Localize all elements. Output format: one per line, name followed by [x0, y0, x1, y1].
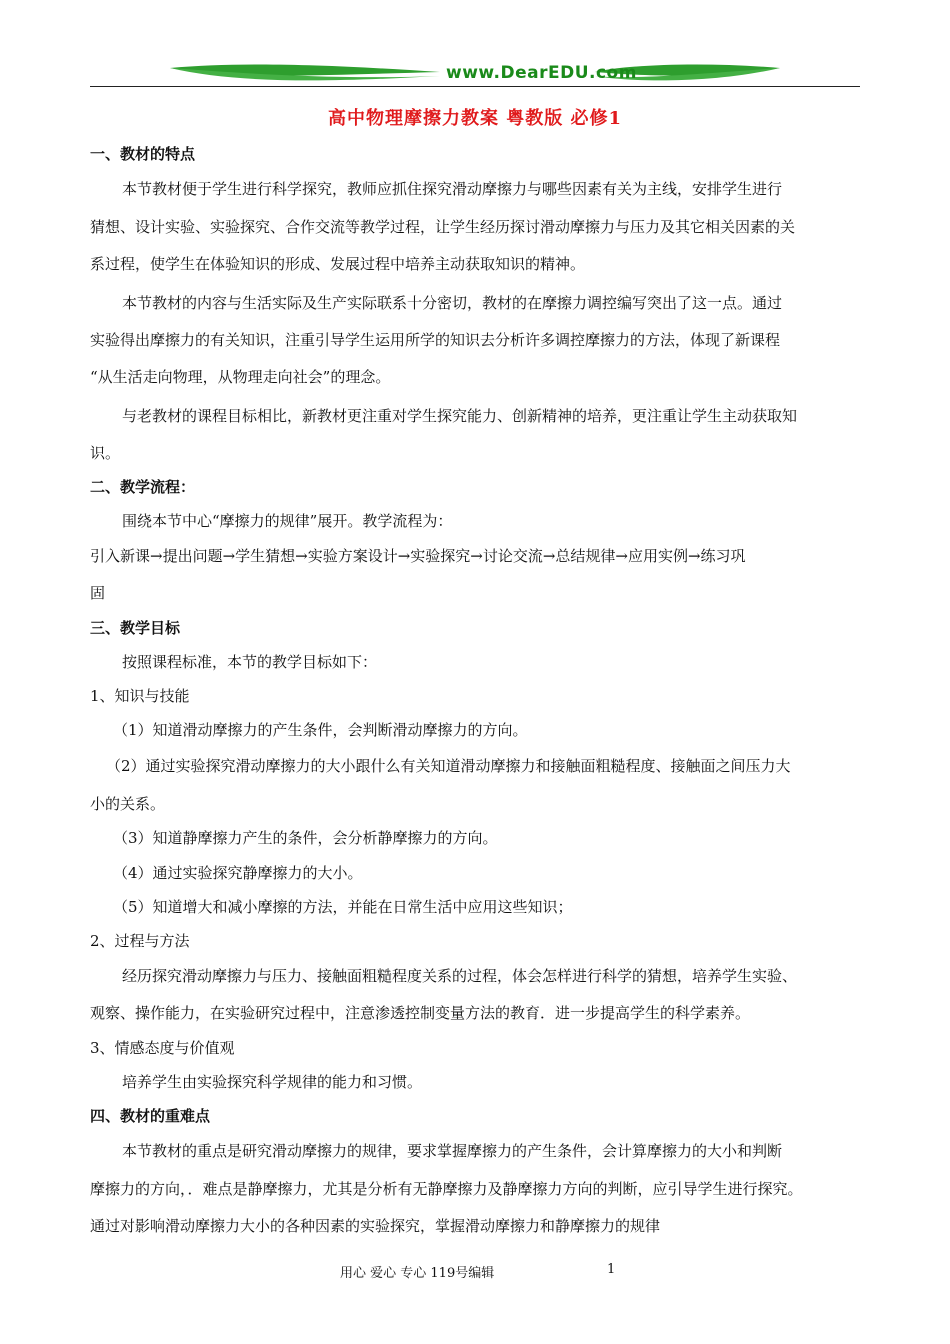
- paragraph-line: 按照课程标准，本节的教学目标如下：: [122, 653, 378, 671]
- footer-text: 用心 爱心 专心 119号编辑: [340, 1266, 495, 1281]
- paragraph-line: 经历探究滑动摩擦力与压力、接触面粗糙程度关系的过程，体会怎样进行科学的猜想，培养学生实验、: [122, 967, 798, 985]
- page-title: 高中物理摩擦力教案 粤教版 必修1: [327, 108, 623, 129]
- paragraph-line: 摩擦力的方向，．难点是静摩擦力，尤其是分析有无静摩擦力及静摩擦力方向的判断，应引导学生进行探究。: [90, 1180, 803, 1198]
- paragraph-line: 识。: [90, 444, 121, 462]
- section-heading: 四、教材的重难点: [90, 1107, 211, 1125]
- section-heading: 三、教学目标: [90, 619, 181, 637]
- list-item: （1）知道滑动摩擦力的产生条件，会判断滑动摩擦力的方向。: [113, 721, 528, 739]
- list-item: （4）通过实验探究静摩擦力的大小。: [113, 864, 363, 882]
- paragraph-line: 与老教材的课程目标相比，新教材更注重对学生探究能力、创新精神的培养，更注重让学生主动获取知: [122, 407, 798, 425]
- flow-line: 引入新课→提出问题→学生猜想→实验方案设计→实验探究→讨论交流→总结规律→应用实例→练习巩: [90, 547, 746, 565]
- flow-line: 固: [90, 584, 106, 602]
- paragraph-line: 实验得出摩擦力的有关知识，注重引导学生运用所学的知识去分析许多调控摩擦力的方法，体现了新课程: [90, 331, 781, 349]
- paragraph-line: 本节教材的内容与生活实际及生产实际联系十分密切，教材的在摩擦力调控编写突出了这一点。通过: [122, 294, 783, 312]
- subheading: 3、情感态度与价值观: [90, 1039, 235, 1057]
- paragraph-line: 系过程，使学生在体验知识的形成、发展过程中培养主动获取知识的精神。: [90, 255, 586, 273]
- header-rule: [90, 86, 860, 87]
- subheading: 2、过程与方法: [90, 932, 190, 950]
- site-logo-text: www.DearEDU.com: [446, 63, 637, 83]
- page-number: 1: [607, 1262, 616, 1277]
- list-item: （2）通过实验探究滑动摩擦力的大小跟什么有关知道滑动摩擦力和接触面粗糙程度、接触面之间压力大: [106, 757, 791, 775]
- section-heading: 二、教学流程：: [90, 478, 196, 496]
- paragraph-line: 猜想、设计实验、实验探究、合作交流等教学过程，让学生经历探讨滑动摩擦力与压力及其它相关因素的关: [90, 218, 796, 236]
- paragraph-line: 围绕本节中心“摩擦力的规律”展开。教学流程为：: [122, 512, 453, 530]
- paragraph-line: 培养学生由实验探究科学规律的能力和习惯。: [122, 1073, 423, 1091]
- section-heading: 一、教材的特点: [90, 145, 196, 163]
- list-item: （3）知道静摩擦力产生的条件，会分析静摩擦力的方向。: [113, 829, 498, 847]
- paragraph-line: “从生活走向物理，从物理走向社会”的理念。: [90, 368, 391, 386]
- list-item: 小的关系。: [90, 795, 166, 813]
- paragraph-line: 本节教材的重点是研究滑动摩擦力的规律，要求掌握摩擦力的产生条件，会计算摩擦力的大小和判断: [122, 1142, 783, 1160]
- list-item: （5）知道增大和减小摩擦的方法，并能在日常生活中应用这些知识；: [113, 898, 573, 916]
- subheading: 1、知识与技能: [90, 687, 190, 705]
- paragraph-line: 通过对影响滑动摩擦力大小的各种因素的实验探究，掌握滑动摩擦力和静摩擦力的规律: [90, 1217, 661, 1235]
- paragraph-line: 本节教材便于学生进行科学探究，教师应抓住探究滑动摩擦力与哪些因素有关为主线，安排学生进行: [122, 180, 783, 198]
- paragraph-line: 观察、操作能力，在实验研究过程中，注意渗透控制变量方法的教育．进一步提高学生的科学素养。: [90, 1004, 751, 1022]
